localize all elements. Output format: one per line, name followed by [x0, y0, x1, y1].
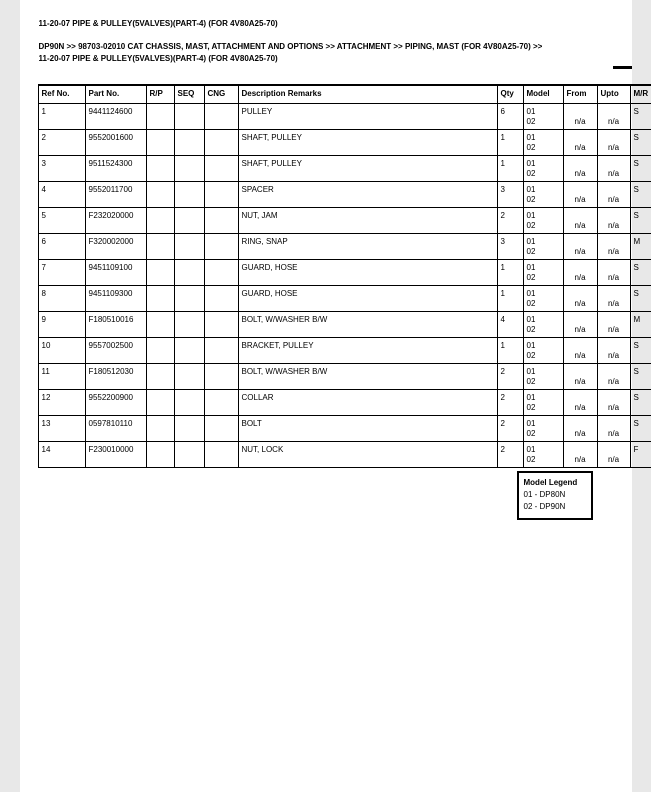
cell-from-line: n/a: [574, 455, 586, 464]
cell-from-line: [567, 211, 594, 221]
cell-from-line: [567, 445, 594, 455]
cell-seq: [174, 286, 204, 312]
cell-upto-line: [601, 289, 627, 299]
cell-ref: 2: [38, 130, 85, 156]
cell-cng: [204, 130, 238, 156]
cell-model-line: 01: [526, 159, 536, 168]
cell-model: [523, 312, 563, 338]
cell-model-line: 02: [526, 429, 536, 438]
cell-upto: [597, 416, 630, 442]
model-legend-items: [524, 489, 586, 513]
cell-from-line: n/a: [574, 299, 586, 308]
cell-model-line: 01: [526, 107, 536, 116]
cell-from: [563, 156, 597, 182]
cell-ref: 5: [38, 208, 85, 234]
cell-from: [563, 416, 597, 442]
table-row: [38, 234, 651, 260]
column-header-ref: Ref No.: [38, 85, 85, 104]
column-header-cng: CNG: [204, 85, 238, 104]
cell-qty: 1: [497, 156, 523, 182]
cell-mr: M: [630, 312, 651, 338]
cell-from: [563, 260, 597, 286]
column-header-seq: SEQ: [174, 85, 204, 104]
cell-model: [523, 260, 563, 286]
cell-from-line: [567, 315, 594, 325]
table-row: [38, 182, 651, 208]
cell-cng: [204, 312, 238, 338]
cell-cng: [204, 390, 238, 416]
cell-model-line: 02: [526, 221, 536, 230]
cell-mr: S: [630, 208, 651, 234]
cell-upto: [597, 156, 630, 182]
cell-seq: [174, 234, 204, 260]
cell-from: [563, 130, 597, 156]
table-row: [38, 312, 651, 338]
cell-cng: [204, 208, 238, 234]
cell-desc: SHAFT, PULLEY: [238, 156, 497, 182]
cell-cng: [204, 416, 238, 442]
cell-seq: [174, 390, 204, 416]
cell-mr: S: [630, 286, 651, 312]
cell-upto: [597, 390, 630, 416]
cell-ref: 3: [38, 156, 85, 182]
cell-from: [563, 104, 597, 130]
cell-from-line: n/a: [574, 221, 586, 230]
cell-upto-line: [601, 341, 627, 351]
cell-upto: [597, 104, 630, 130]
cell-rp: [146, 208, 174, 234]
cell-part: 9511524300: [85, 156, 146, 182]
cell-ref: 11: [38, 364, 85, 390]
cell-rp: [146, 104, 174, 130]
cell-upto-line: n/a: [607, 377, 620, 386]
cell-mr: S: [630, 416, 651, 442]
table-row: [38, 208, 651, 234]
cell-from-line: [567, 237, 594, 247]
legend-item: 02 - DP90N: [523, 502, 566, 511]
cell-model-line: 01: [526, 185, 536, 194]
cell-upto-line: [601, 315, 627, 325]
cell-cng: [204, 182, 238, 208]
cell-part: F230010000: [85, 442, 146, 468]
cell-model: [523, 104, 563, 130]
cell-rp: [146, 364, 174, 390]
cell-from: [563, 234, 597, 260]
cell-qty: 1: [497, 130, 523, 156]
cell-upto: [597, 130, 630, 156]
cell-ref: 6: [38, 234, 85, 260]
page-edge-rule-mark: [613, 66, 632, 69]
cell-model: [523, 390, 563, 416]
cell-ref: 10: [38, 338, 85, 364]
cell-upto: [597, 260, 630, 286]
cell-model-line: 01: [526, 393, 536, 402]
column-header-part: Part No.: [85, 85, 146, 104]
cell-upto-line: [601, 367, 627, 377]
cell-upto-line: [601, 445, 627, 455]
cell-mr: F: [630, 442, 651, 468]
cell-cng: [204, 338, 238, 364]
cell-cng: [204, 364, 238, 390]
cell-upto: [597, 364, 630, 390]
cell-desc: SPACER: [238, 182, 497, 208]
cell-upto-line: n/a: [607, 325, 620, 334]
cell-qty: 2: [497, 364, 523, 390]
page-title: 11-20-07 PIPE & PULLEY(5VALVES)(PART-4) (FOR 4V80A25-70): [38, 19, 278, 28]
cell-part: F232020000: [85, 208, 146, 234]
cell-seq: [174, 442, 204, 468]
table-row: [38, 286, 651, 312]
cell-from-line: n/a: [574, 325, 586, 334]
cell-model: [523, 130, 563, 156]
cell-upto-line: n/a: [607, 429, 620, 438]
table-row: [38, 338, 651, 364]
cell-from: [563, 338, 597, 364]
breadcrumb-line-2: 11-20-07 PIPE & PULLEY(5VALVES)(PART-4) (FOR 4V80A25-70): [38, 54, 278, 63]
column-header-mr: M/R: [630, 85, 651, 104]
cell-model-line: 01: [526, 341, 536, 350]
cell-upto: [597, 312, 630, 338]
cell-mr: S: [630, 338, 651, 364]
cell-rp: [146, 338, 174, 364]
cell-from-line: n/a: [574, 377, 586, 386]
cell-mr: S: [630, 182, 651, 208]
cell-mr: S: [630, 130, 651, 156]
cell-from-line: n/a: [574, 351, 586, 360]
cell-from-line: n/a: [574, 403, 586, 412]
cell-desc: GUARD, HOSE: [238, 286, 497, 312]
cell-upto-line: n/a: [607, 403, 620, 412]
cell-upto-line: n/a: [607, 299, 620, 308]
cell-model-line: 01: [526, 263, 536, 272]
cell-model: [523, 156, 563, 182]
cell-seq: [174, 104, 204, 130]
cell-from-line: [567, 393, 594, 403]
cell-mr: S: [630, 260, 651, 286]
cell-model: [523, 338, 563, 364]
cell-model-line: 01: [526, 237, 536, 246]
cell-rp: [146, 260, 174, 286]
cell-model-line: 01: [526, 445, 536, 454]
cell-model: [523, 416, 563, 442]
cell-upto-line: [601, 185, 627, 195]
cell-from: [563, 390, 597, 416]
cell-desc: BOLT, W/WASHER B/W: [238, 312, 497, 338]
cell-upto-line: n/a: [607, 117, 620, 126]
cell-from: [563, 286, 597, 312]
cell-model-line: 02: [526, 195, 536, 204]
cell-upto-line: [601, 393, 627, 403]
cell-from: [563, 208, 597, 234]
cell-mr: S: [630, 156, 651, 182]
cell-rp: [146, 390, 174, 416]
cell-rp: [146, 156, 174, 182]
cell-seq: [174, 364, 204, 390]
cell-from-line: [567, 263, 594, 273]
table-row: [38, 364, 651, 390]
cell-seq: [174, 208, 204, 234]
cell-part: F180512030: [85, 364, 146, 390]
cell-rp: [146, 312, 174, 338]
cell-ref: 13: [38, 416, 85, 442]
cell-from-line: [567, 289, 594, 299]
cell-rp: [146, 442, 174, 468]
parts-table-body: [38, 104, 651, 468]
cell-from: [563, 442, 597, 468]
table-row: [38, 156, 651, 182]
header-row: [38, 85, 651, 104]
cell-ref: 9: [38, 312, 85, 338]
table-row: [38, 416, 651, 442]
cell-seq: [174, 416, 204, 442]
cell-cng: [204, 104, 238, 130]
cell-rp: [146, 182, 174, 208]
cell-model-line: 01: [526, 419, 536, 428]
model-legend-title: Model Legend: [523, 478, 578, 487]
cell-upto-line: n/a: [607, 455, 620, 464]
cell-upto-line: n/a: [607, 143, 620, 152]
table-row: [38, 442, 651, 468]
table-row: [38, 260, 651, 286]
cell-mr: S: [630, 390, 651, 416]
cell-part: F320002000: [85, 234, 146, 260]
cell-upto-line: [601, 211, 627, 221]
cell-from-line: n/a: [574, 429, 586, 438]
cell-upto: [597, 442, 630, 468]
cell-qty: 3: [497, 182, 523, 208]
cell-ref: 4: [38, 182, 85, 208]
cell-model: [523, 182, 563, 208]
cell-from-line: n/a: [574, 273, 586, 282]
cell-desc: BOLT, W/WASHER B/W: [238, 364, 497, 390]
cell-model-line: 01: [526, 367, 536, 376]
cell-seq: [174, 338, 204, 364]
cell-desc: RING, SNAP: [238, 234, 497, 260]
cell-mr: S: [630, 364, 651, 390]
cell-model: [523, 442, 563, 468]
cell-part: 9441124600: [85, 104, 146, 130]
cell-part: 0597810110: [85, 416, 146, 442]
cell-from-line: [567, 133, 594, 143]
cell-seq: [174, 130, 204, 156]
cell-upto-line: [601, 263, 627, 273]
cell-model: [523, 208, 563, 234]
cell-ref: 14: [38, 442, 85, 468]
cell-from-line: n/a: [574, 143, 586, 152]
cell-seq: [174, 312, 204, 338]
cell-from: [563, 364, 597, 390]
cell-model-line: 01: [526, 315, 536, 324]
cell-from: [563, 312, 597, 338]
cell-seq: [174, 182, 204, 208]
cell-cng: [204, 442, 238, 468]
cell-desc: COLLAR: [238, 390, 497, 416]
cell-part: 9552001600: [85, 130, 146, 156]
cell-upto: [597, 182, 630, 208]
cell-qty: 1: [497, 286, 523, 312]
cell-part: F180510016: [85, 312, 146, 338]
cell-from: [563, 182, 597, 208]
cell-upto: [597, 208, 630, 234]
cell-upto-line: n/a: [607, 273, 620, 282]
cell-from-line: [567, 185, 594, 195]
cell-rp: [146, 130, 174, 156]
cell-desc: SHAFT, PULLEY: [238, 130, 497, 156]
cell-rp: [146, 234, 174, 260]
model-legend: [517, 471, 593, 520]
cell-desc: NUT, LOCK: [238, 442, 497, 468]
cell-qty: 1: [497, 338, 523, 364]
cell-part: 9451109100: [85, 260, 146, 286]
cell-model-line: 02: [526, 299, 536, 308]
cell-seq: [174, 156, 204, 182]
cell-cng: [204, 234, 238, 260]
cell-model-line: 02: [526, 377, 536, 386]
cell-upto: [597, 234, 630, 260]
cell-upto-line: n/a: [607, 169, 620, 178]
cell-from-line: [567, 367, 594, 377]
document-page: [20, 0, 649, 792]
cell-model-line: 01: [526, 133, 536, 142]
cell-cng: [204, 286, 238, 312]
cell-upto-line: [601, 237, 627, 247]
cell-desc: GUARD, HOSE: [238, 260, 497, 286]
cell-desc: PULLEY: [238, 104, 497, 130]
cell-model-line: 02: [526, 403, 536, 412]
cell-from-line: n/a: [574, 169, 586, 178]
parts-table: [38, 84, 651, 468]
cell-qty: 2: [497, 390, 523, 416]
cell-upto: [597, 338, 630, 364]
cell-upto-line: [601, 159, 627, 169]
cell-model-line: 02: [526, 325, 536, 334]
cell-upto-line: n/a: [607, 221, 620, 230]
cell-ref: 7: [38, 260, 85, 286]
cell-qty: 2: [497, 442, 523, 468]
cell-part: 9552011700: [85, 182, 146, 208]
cell-rp: [146, 416, 174, 442]
cell-upto-line: [601, 107, 627, 117]
cell-from-line: [567, 159, 594, 169]
breadcrumb: [39, 41, 619, 65]
cell-part: 9451109300: [85, 286, 146, 312]
cell-upto-line: [601, 419, 627, 429]
column-header-upto: Upto: [597, 85, 630, 104]
cell-qty: 2: [497, 416, 523, 442]
cell-qty: 6: [497, 104, 523, 130]
cell-model-line: 02: [526, 169, 536, 178]
column-header-model: Model: [523, 85, 563, 104]
cell-upto-line: n/a: [607, 351, 620, 360]
cell-from-line: n/a: [574, 195, 586, 204]
table-row: [38, 104, 651, 130]
cell-cng: [204, 156, 238, 182]
cell-desc: NUT, JAM: [238, 208, 497, 234]
cell-upto-line: [601, 133, 627, 143]
parts-table-header: [38, 85, 651, 104]
breadcrumb-line-1: DP90N >> 98703-02010 CAT CHASSIS, MAST, ATTACHMENT AND OPTIONS >> ATTACHMENT >> PIPING, MAST (FOR 4V80A25-70) >>: [38, 42, 543, 51]
cell-model: [523, 364, 563, 390]
cell-mr: S: [630, 104, 651, 130]
cell-qty: 3: [497, 234, 523, 260]
cell-upto-line: n/a: [607, 247, 620, 256]
cell-qty: 2: [497, 208, 523, 234]
cell-from-line: n/a: [574, 117, 586, 126]
cell-ref: 12: [38, 390, 85, 416]
cell-desc: BOLT: [238, 416, 497, 442]
table-row: [38, 130, 651, 156]
cell-model-line: 02: [526, 455, 536, 464]
cell-desc: BRACKET, PULLEY: [238, 338, 497, 364]
cell-model-line: 02: [526, 247, 536, 256]
cell-upto: [597, 286, 630, 312]
cell-ref: 8: [38, 286, 85, 312]
cell-part: 9557002500: [85, 338, 146, 364]
cell-from-line: [567, 341, 594, 351]
cell-model-line: 02: [526, 143, 536, 152]
cell-qty: 1: [497, 260, 523, 286]
legend-item: 01 - DP80N: [523, 490, 566, 499]
cell-cng: [204, 260, 238, 286]
cell-rp: [146, 286, 174, 312]
cell-part: 9552200900: [85, 390, 146, 416]
cell-from-line: [567, 419, 594, 429]
cell-mr: M: [630, 234, 651, 260]
cell-model-line: 01: [526, 289, 536, 298]
table-row: [38, 390, 651, 416]
cell-model-line: 01: [526, 211, 536, 220]
cell-model-line: 02: [526, 117, 536, 126]
cell-from-line: n/a: [574, 247, 586, 256]
column-header-qty: Qty: [497, 85, 523, 104]
cell-model: [523, 286, 563, 312]
cell-upto-line: n/a: [607, 195, 620, 204]
cell-model-line: 02: [526, 351, 536, 360]
column-header-desc: Description Remarks: [238, 85, 497, 104]
column-header-rp: R/P: [146, 85, 174, 104]
cell-seq: [174, 260, 204, 286]
cell-qty: 4: [497, 312, 523, 338]
cell-model: [523, 234, 563, 260]
column-header-from: From: [563, 85, 597, 104]
cell-from-line: [567, 107, 594, 117]
cell-model-line: 02: [526, 273, 536, 282]
cell-ref: 1: [38, 104, 85, 130]
